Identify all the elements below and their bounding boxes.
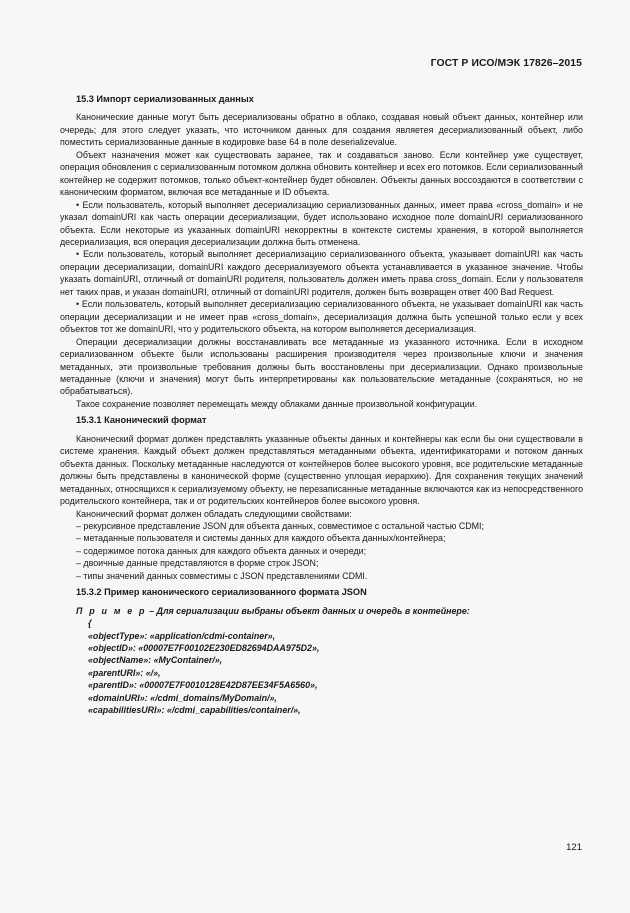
bullet-item: • Если пользователь, который выполняет десериализацию сериализованных данных, имеет права «cross_domain» и не указал domainURI как часть операции десериализации, будет использовано исходное поле domainURI сериализованного объекта. Если некоторые из указанных domainURI некорректны в контексте системы хранения, в которой выполняется десериализация, вся операция десериализации должна быть отменена. [60, 199, 583, 247]
section-15-3-title: 15.3 Импорт сериализованных данных [76, 94, 254, 104]
paragraph: Операции десериализации должны восстанавливать все метаданные из указанного источника. Если в исходном сериализованном объекте были использованы расширения производителя через произвольные ключи и значения метаданных, эти произвольные требования должны быть восстановлены при десериализации. Однако произвольные метаданные (ключи и значения) могут быть интерпретированы как пользовательские метаданные (сохраняться, но не обрабатываться). [60, 336, 583, 397]
paragraph: Канонические данные могут быть десериализованы обратно в облако, создавая новый объект данных, контейнер или очередь; для этого следует указать, что источником данных для создания являетея десериализованный объект, либо поместить сериализованные данные в кодировке base 64 в поле deserializevalue. [60, 112, 583, 148]
code-line: «objectType»: «application/cdmi-container», [88, 630, 276, 641]
bullet-item: • Если пользователь, который выполняет десериализацию сериализованного объекта, не указывает domainURI как часть операции десериализации и не имеет прав «cross_domain», десериализация должна быть успешной только если у всех объектов тот же domainURI, что у родительского объекта, на котором выполняется десериализация. [60, 299, 583, 335]
code-line: { [88, 618, 92, 629]
code-line: «domainURI»: «/cdmi_domains/MyDomain/», [88, 692, 277, 703]
code-line: «capabilitiesURI»: «/cdmi_capabilities/container/», [88, 705, 301, 716]
code-line: «objectName»: «MyContainer/», [88, 655, 223, 666]
example-note [60, 605, 583, 617]
code-line: «parentURI»: «/», [88, 667, 161, 678]
section-15-3-1-title: 15.3.1 Канонический формат [76, 415, 207, 426]
paragraph: Канонический формат должен обладать следующими свойствами: [76, 508, 352, 519]
paragraph: Такое сохранение позволяет перемещать между облаками данные произвольной конфигурации. [76, 398, 478, 409]
paragraph: Канонический формат должен представлять указанные объекты данных и контейнеры как если бы они существовали в системе хранения. Каждый объект должен представляться метаданными объекта, идентификаторами и потоком данных объекта данных. Поскольку метаданные наследуются от контейнеров более высокого уровня, все родительские метаданные должны быть представлены в канонической форме (существенно уплощая иерархию). Для сохранения текущих значений метаданных, относящихся к сериализуемому объекту, не перезаписанные метаданные включаются как из непосредственного родительского контейнера, так и от родительских контейнеров более высокого уровня. [60, 433, 583, 507]
code-line: «parentID»: «00007E7F0010128E42D87EE34F5A6560», [88, 680, 318, 691]
example-label: П р и м е р [76, 605, 147, 616]
section-15-3-2-title: 15.3.2 Пример канонического сериализованного формата JSON [76, 587, 367, 598]
dash-list-item: – рекурсивное представление JSON для объекта данных, совместимое с остальной частью CDMI; [76, 520, 484, 531]
page-number: 121 [566, 842, 582, 853]
dash-list-item: – метаданные пользователя и системы данных для каждого объекта данных/контейнера; [76, 533, 446, 544]
page-content [60, 92, 583, 717]
dash-list-item: – содержимое потока данных для каждого объекта данных и очереди; [76, 545, 367, 556]
standard-header: ГОСТ Р ИСО/МЭК 17826–2015 [430, 58, 582, 69]
example-text: – Для сериализации выбраны объект данных и очередь в контейнере: [146, 605, 470, 616]
paragraph: Объект назначения может как существовать заранее, так и создаваться заново. Если контейнер уже существует, операция обновления с сериализованным потомком должна обновить контейнер и всех его потомков. Если сериализованный контейнер не содержит потомков, только объект-контейнер будет обновлен. Объекты данных воссоздаются в соответствии с каноническим форматом, включая все метаданные и ID объекта. [60, 149, 583, 198]
bullet-item: • Если пользователь, который выполняет десериализацию сериализованного объекта, указывает domainURI как часть операции десериализации, domainURI каждого десериализуемого объекта устанавливается в указанное значение. Чтобы указать domainURI, отличный от domainURI родителя, пользователь должен иметь права cross_domain. Если у пользователя нет таких прав, и указан domainURI, отличный от domainURI родителя, должен быть возвращен ответ 400 Bad Request. [60, 249, 583, 297]
code-line: «objectID»: «00007E7F00102E230ED82694DAA975D2», [88, 643, 320, 654]
dash-list-item: – двоичные данные представляются в форме строк JSON; [76, 558, 319, 569]
dash-list-item: – типы значений данных совместимы с JSON представлениями CDMI. [76, 570, 368, 581]
